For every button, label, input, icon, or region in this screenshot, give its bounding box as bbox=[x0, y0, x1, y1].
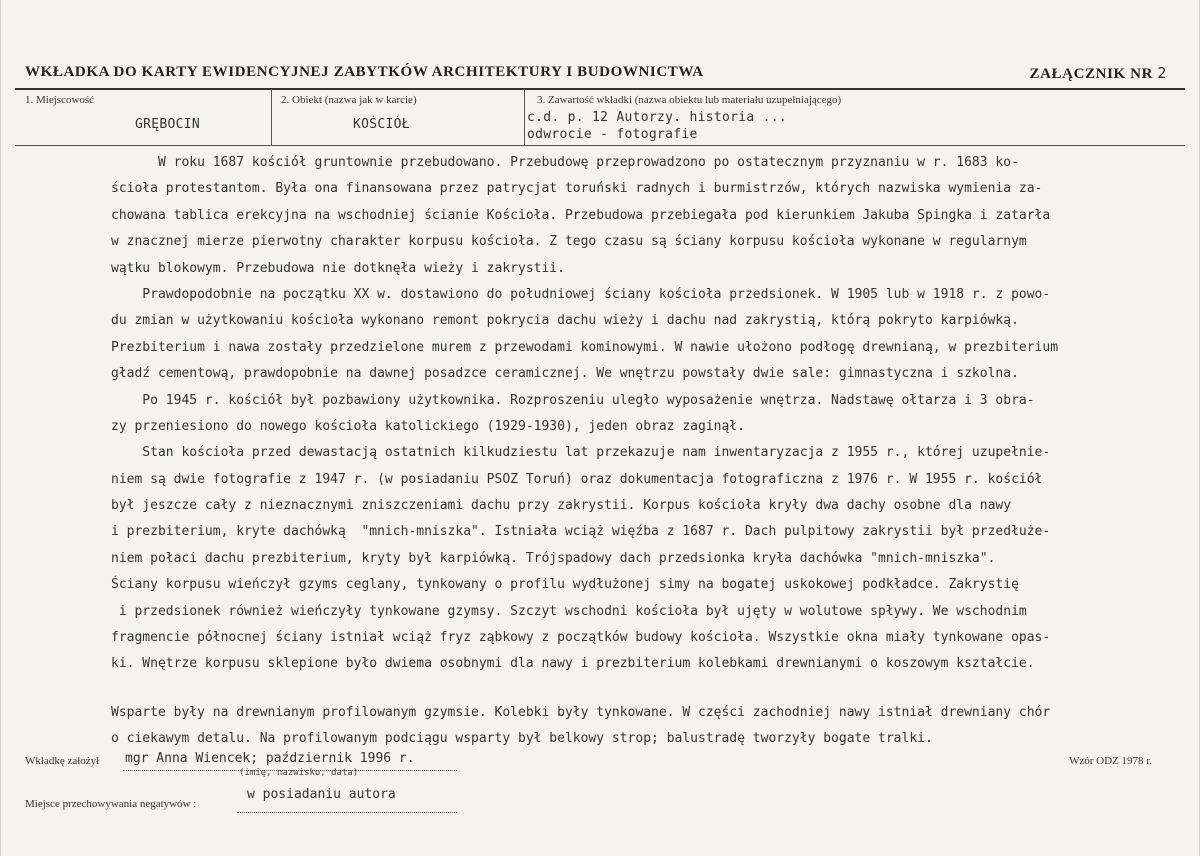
form-code: Wzór ODZ 1978 r. bbox=[1069, 755, 1153, 767]
header-title: WKŁADKA DO KARTY EWIDENCYJNEJ ZABYTKÓW ARCHITEKTURY I BUDOWNICTWA bbox=[25, 64, 704, 80]
field-divider bbox=[271, 89, 272, 145]
negatives-value: w posiadaniu autora bbox=[247, 787, 396, 802]
fields-rule bbox=[15, 145, 1185, 146]
text-line: wątku blokowym. Przebudowa nie dotknęła wieży i zakrystii. bbox=[111, 260, 565, 276]
text-line: w znacznej mierze pierwotny charakter korpusu kościoła. Z tego czasu są ściany korpusu kościoła wykonane w regularnym bbox=[111, 234, 1027, 250]
place-value: GRĘBOCIN bbox=[135, 117, 201, 132]
negatives-label: Miejsce przechowywania negatywów : bbox=[25, 798, 197, 810]
place-label: 1. Miejscowość bbox=[25, 94, 95, 106]
field-divider bbox=[524, 89, 525, 145]
text-line: Wsparte były na drewnianym profilowanym gzymsie. Kolebki były tynkowane. W części zachodniej nawy istniał drewniany chór bbox=[111, 704, 1051, 720]
text-line: niem są dwie fotografie z 1947 r. (w posiadaniu PSOZ Toruń) oraz dokumentacja fotograficzna z 1976 r. W 1955 r. kościół bbox=[111, 471, 1043, 487]
text-line: Stan kościoła przed dewastacją ostatnich kilkudziestu lat przekazuje nam inwentaryzacja z 1955 r., której uzupełnie- bbox=[111, 445, 1051, 461]
text-line: Ściany korpusu wieńczył gzyms ceglany, tynkowany o profilu wydłużonej simy na bogatej uskokowej podkładce. Zakrystię bbox=[111, 577, 1019, 593]
text-line: Po 1945 r. kościół był pozbawiony użytkownika. Rozproszeniu uległo wyposażenie wnętrza. Nadstawę ołtarza i 3 obra- bbox=[111, 392, 1035, 408]
text-line: był jeszcze cały z nieznacznymi zniszczeniami dachu przy zakrystii. Korpus kościoła kryły dwa dachy osobne dla nawy bbox=[111, 498, 1012, 514]
text-line: ścioła protestantom. Była ona finansowana przez patrycjat toruński radnych i burmistrzów, których nazwiska wymienia za- bbox=[111, 181, 1043, 197]
text-line: du zmian w użytkowaniu kościoła wykonano remont pokrycia dachu wieży i dachu nad zakrystią, którą pokryto karpiówką. bbox=[111, 313, 1019, 329]
text-line: fragmencie północnej ściany istniał wciąż fryz ząbkowy z początków budowy kościoła. Wszystkie okna miały tynkowane opas- bbox=[111, 630, 1051, 646]
header-rule bbox=[15, 88, 1185, 90]
text-line: i prezbiterium, kryte dachówką "mnich-mniszka". Istniała wciąż więźba z 1687 r. Dach pulpitowy zakrystii był przedłuże- bbox=[111, 524, 1051, 540]
prepared-hint: (imię, nazwisko, data) bbox=[239, 768, 359, 778]
body-text bbox=[111, 150, 1127, 753]
text-line: zy przeniesiono do nowego kościoła katolickiego (1929-1930), jeden obraz zaginął. bbox=[111, 418, 745, 434]
paragraph-gap bbox=[111, 678, 1127, 700]
content-label: 3. Zawartość wkładki (nazwa obiektu lub materiału uzupełniającego) bbox=[537, 94, 842, 106]
content-line-2: odwrocie - fotografie bbox=[527, 127, 698, 142]
text-line: W roku 1687 kościół gruntownie przebudowano. Przebudowę przeprowadzono po ostatecznym przyznaniu w r. 1683 ko- bbox=[111, 155, 1019, 170]
text-line: Prezbiterium i nawa zostały przedzielone murem z przewodami kominowymi. W nawie ułożono podłogę drewnianą, w prezbiterium bbox=[111, 339, 1059, 355]
prepared-value: mgr Anna Wiencek; październik 1996 r. bbox=[125, 751, 415, 766]
object-label: 2. Obiekt (nazwa jak w karcie) bbox=[281, 94, 417, 106]
annex-label-text: ZAŁĄCZNIK NR bbox=[1029, 66, 1153, 82]
annex-number: 2 bbox=[1157, 64, 1167, 82]
text-line: niem połaci dachu prezbiterium, kryty był karpiówką. Trójspadowy dach przedsionka kryła dachówka "mnich-mniszka". bbox=[111, 550, 996, 566]
text-line: gładź cementową, prawdopobnie na dawnej posadzce ceramicznej. We wnętrzu powstały dwie sale: gimnastyczna i szkolna. bbox=[111, 366, 1019, 382]
text-line: ki. Wnętrze korpusu sklepione było dwiema osobnymi dla nawy i prezbiterium kolebkami drewnianymi o koszowym kształcie. bbox=[111, 656, 1035, 672]
object-value: KOŚCIÓŁ bbox=[353, 117, 410, 132]
text-line: i przedsionek również wieńczyły tynkowane gzymsy. Szczyt wschodni kościoła był ujęty w wolutowe spływy. We wschodnim bbox=[111, 603, 1027, 619]
annex-label bbox=[1030, 64, 1167, 83]
negatives-dotted-line bbox=[237, 812, 457, 813]
text-line: Prawdopodobnie na początku XX w. dostawiono do południowej ściany kościoła przedsionek. W 1905 lub w 1918 r. z powo- bbox=[111, 286, 1051, 302]
content-line-1: c.d. p. 12 Autorzy. historia ... bbox=[527, 110, 788, 125]
prepared-label: Wkładkę założył bbox=[25, 755, 100, 767]
text-line: chowana tablica erekcyjna na wschodniej ścianie Kościoła. Przebudowa przebiegała pod kierunkiem Jakuba Spingka i zatarła bbox=[111, 207, 1051, 223]
text-line: o ciekawym detalu. Na profilowanym podciągu wsparty był belkowy strop; balustradę tworzyły bogate tralki. bbox=[111, 731, 933, 747]
